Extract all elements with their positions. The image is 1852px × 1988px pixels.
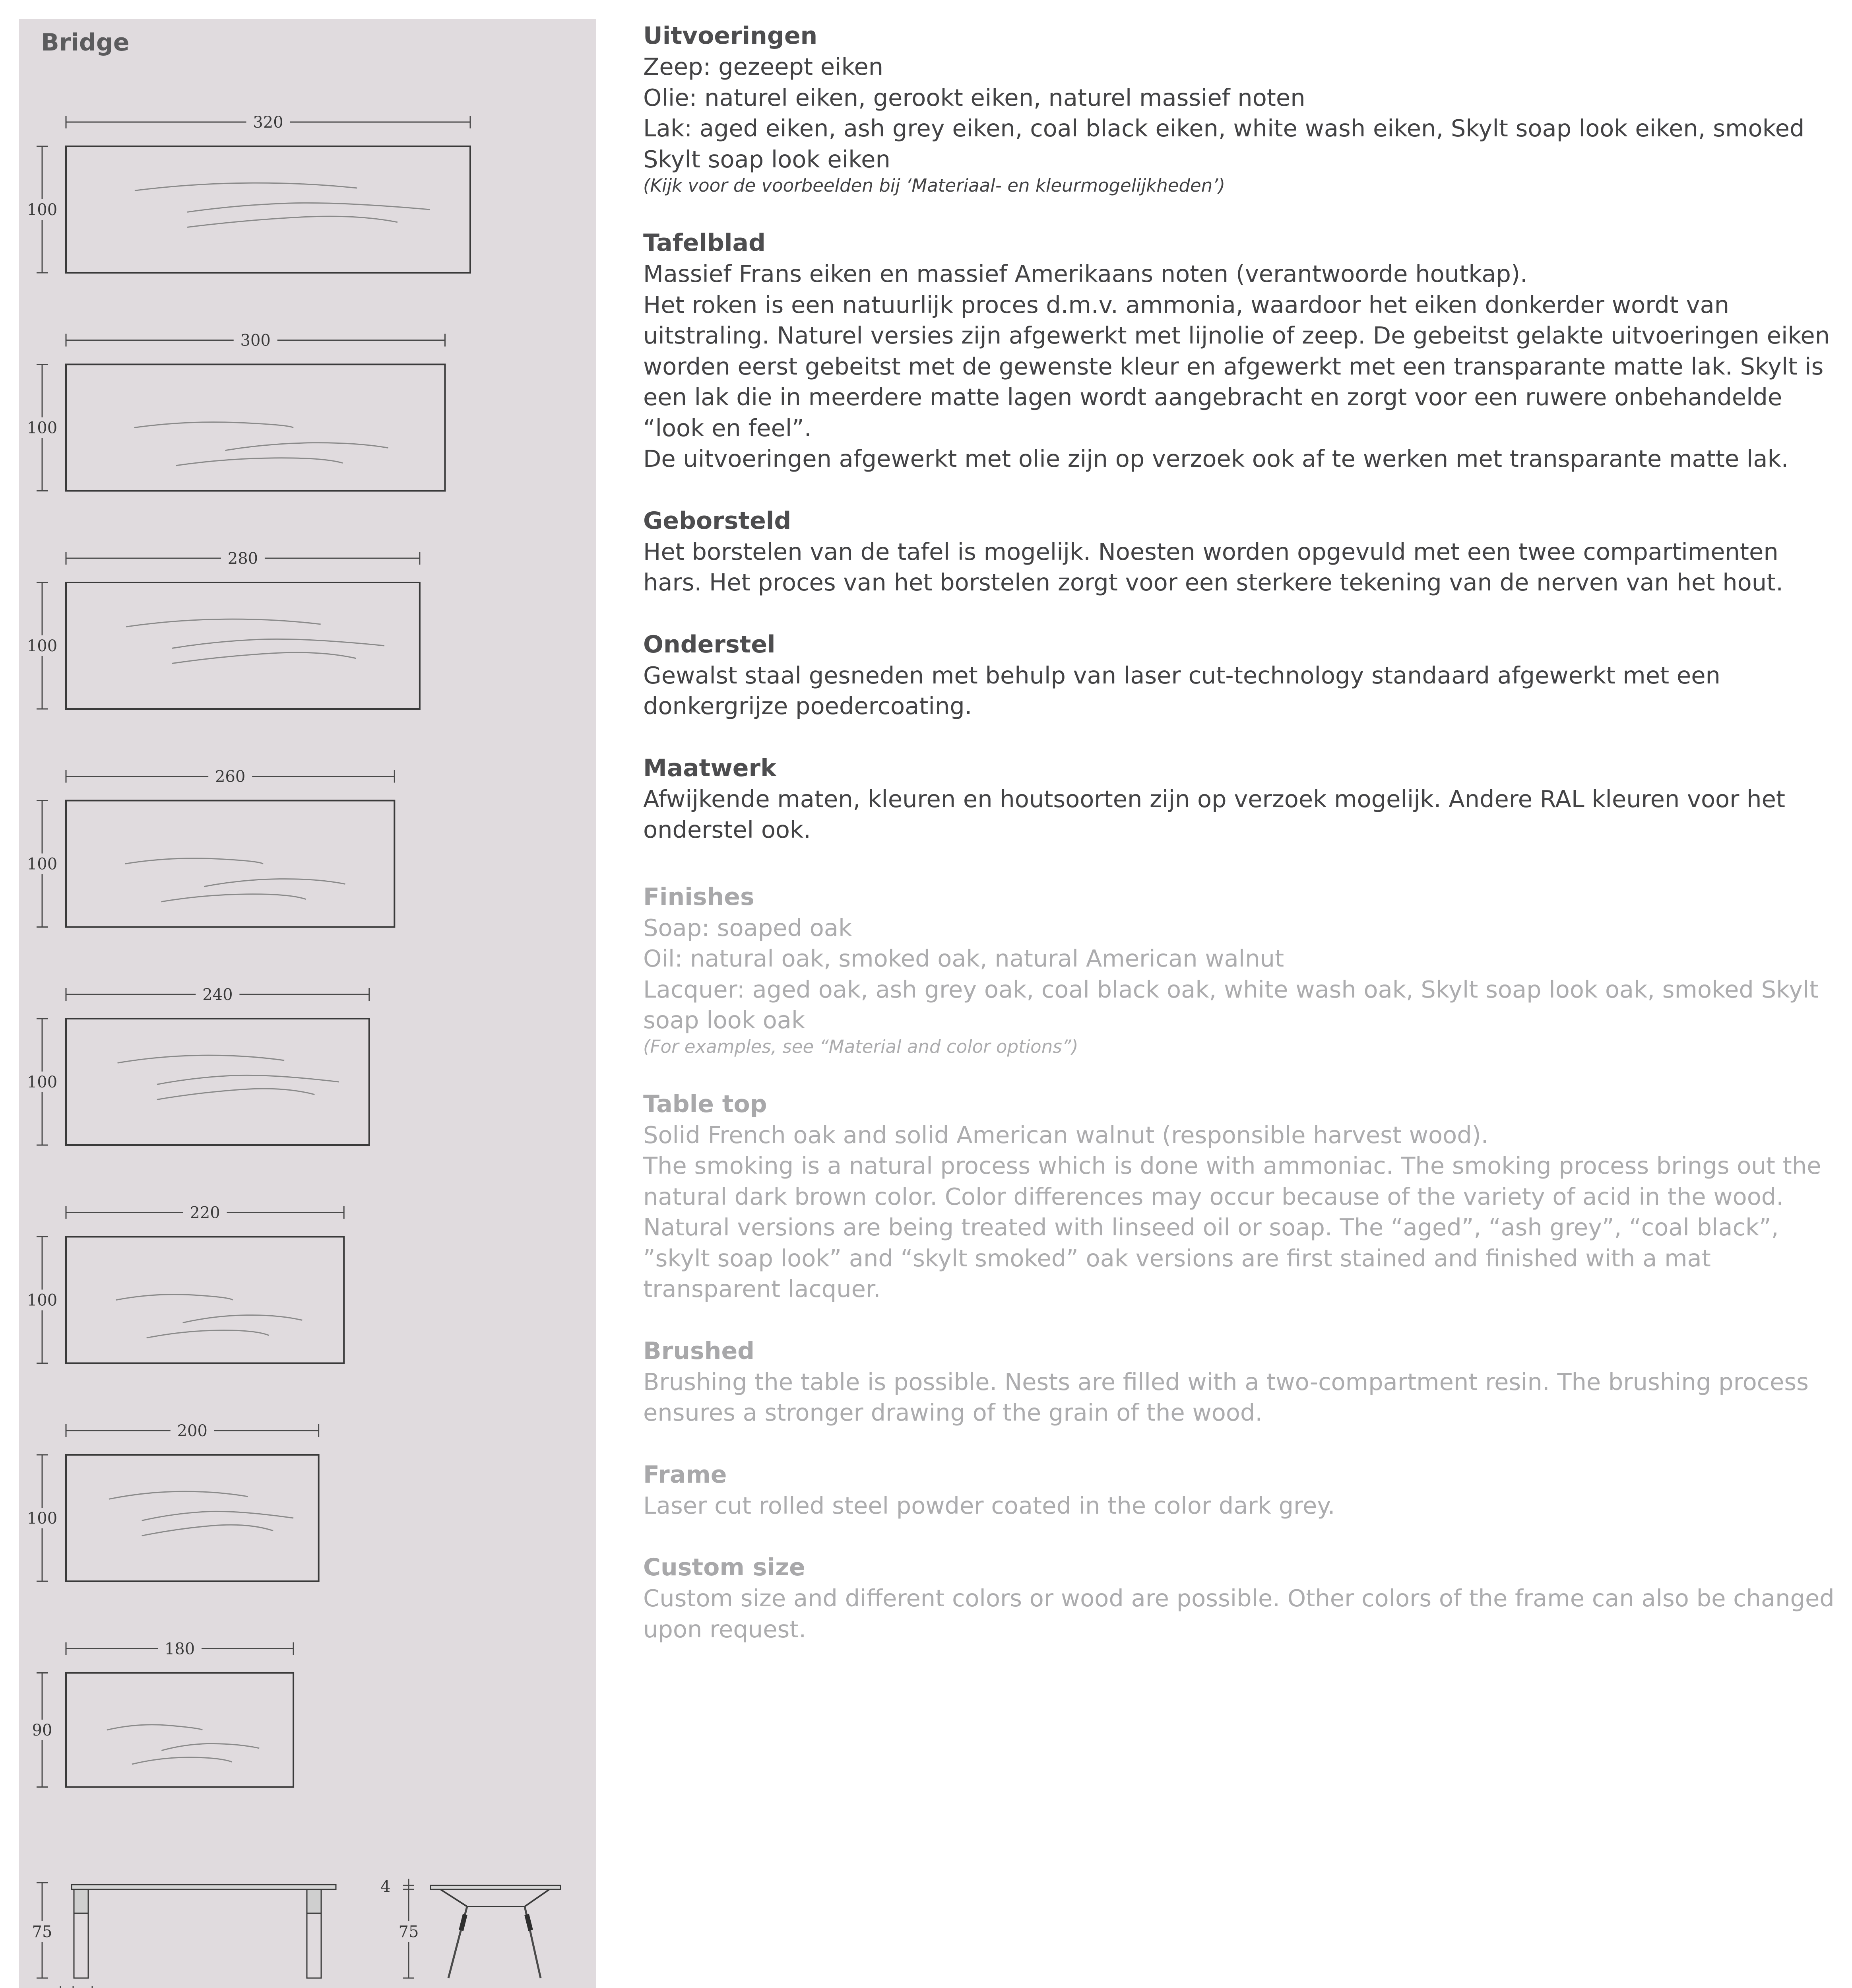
- product-name: Bridge: [41, 29, 130, 56]
- wood-grain-line: [142, 1511, 293, 1520]
- length-label: 300: [240, 331, 271, 350]
- section-frame: [643, 1460, 1836, 1521]
- end-height-label: 75: [398, 1923, 419, 1941]
- section-heading: Table top: [643, 1090, 767, 1118]
- section-table-top: [643, 1089, 1836, 1305]
- paragraph: The smoking is a natural process which is done with ammoniac. The smoking process brings out the natural dark brown color. Color differences may occur because of the variety of acid in the wood. Natural versions are being treated with linseed oil or soap. The “aged”, “ash grey”, “coal black”, ”skylt soap look” and “skylt smoked” oak versions are first stained and finished with a mat transparent lacquer.: [643, 1152, 1821, 1303]
- dutch-specs: [643, 21, 1836, 845]
- wood-grain-line: [176, 458, 343, 466]
- wood-grain-line: [157, 1075, 339, 1084]
- paragraph: Het roken is een natuurlijk proces d.m.v. ammonia, waardoor het eiken donkerder wordt van uitstraling. Naturel versies zijn afgewerkt met lijnolie of zeep. De gebeitst gelakte uitvoeringen eiken worden eerst gebeitst met de gewenste kleur en afgewerkt met een transparante matte lak. Skylt is een lak die in meerdere matte lagen wordt aangebracht en zorgt voor een ruwere onbehandelde “look en feel”.: [643, 291, 1830, 442]
- section-heading: Uitvoeringen: [643, 22, 818, 50]
- end-view-leg-detail: [461, 1914, 465, 1930]
- wood-grain-line: [109, 1491, 248, 1499]
- wood-grain-line: [125, 858, 263, 864]
- wood-grain-line: [204, 879, 345, 887]
- table-top-outline: [66, 365, 445, 491]
- wood-grain-line: [132, 1757, 232, 1764]
- dimension-drawings: [0, 0, 600, 1988]
- wood-grain-line: [147, 1330, 269, 1338]
- finish-note: (For examples, see “Material and color options”): [643, 1036, 1078, 1057]
- section-heading: Frame: [643, 1460, 727, 1489]
- length-label: 220: [190, 1204, 220, 1222]
- english-specs: [643, 882, 1836, 1645]
- section-heading: Finishes: [643, 883, 754, 911]
- table-top-outline: [66, 1455, 319, 1581]
- width-label: 100: [27, 637, 58, 655]
- width-label: 90: [32, 1721, 52, 1740]
- wood-grain-line: [135, 183, 357, 190]
- paragraph: De uitvoeringen afgewerkt met olie zijn op verzoek ook af te werken met transparante matte lak.: [643, 445, 1789, 472]
- table-top-outline: [66, 1019, 369, 1145]
- section-uitvoeringen: [643, 21, 1836, 196]
- section-heading: Maatwerk: [643, 754, 776, 782]
- finish-lacquer: Lak: aged eiken, ash grey eiken, coal black eiken, white wash eiken, Skylt soap look eiken, smoked Skylt soap look eiken: [643, 115, 1805, 173]
- width-label: 100: [27, 201, 58, 219]
- paragraph: Massief Frans eiken en massief Amerikaans noten (verantwoorde houtkap).: [643, 260, 1528, 287]
- section-heading: Geborsteld: [643, 507, 791, 535]
- wood-grain-line: [107, 1725, 202, 1730]
- table-top-outline: [66, 1237, 344, 1363]
- paragraph: Solid French oak and solid American walnut (responsible harvest wood).: [643, 1121, 1489, 1149]
- wood-grain-line: [187, 203, 430, 212]
- length-label: 240: [202, 986, 233, 1004]
- section-heading: Brushed: [643, 1337, 755, 1365]
- wood-grain-line: [116, 1295, 233, 1300]
- section-heading: Tafelblad: [643, 229, 766, 257]
- table-top-outline: [66, 146, 470, 273]
- paragraph: Gewalst staal gesneden met behulp van laser cut-technology standaard afgewerkt met een donkergrijze poedercoating.: [643, 661, 1720, 720]
- wood-grain-line: [161, 894, 306, 902]
- wood-grain-line: [157, 1089, 315, 1099]
- width-label: 100: [27, 1509, 58, 1528]
- section-heading: Onderstel: [643, 630, 776, 658]
- section-finishes: [643, 882, 1836, 1058]
- table-top-outline: [66, 582, 420, 709]
- table-top-outline: [66, 1673, 293, 1787]
- table-top-outline: [66, 801, 394, 927]
- length-label: 200: [177, 1422, 208, 1440]
- wood-grain-line: [183, 1315, 303, 1323]
- end-top-thickness-label: 4: [380, 1877, 391, 1896]
- section-heading: Custom size: [643, 1553, 805, 1581]
- end-view-tabletop: [431, 1885, 560, 1889]
- end-view-frame: [440, 1889, 549, 1906]
- finish-oil: Olie: naturel eiken, gerookt eiken, naturel massief noten: [643, 83, 1305, 111]
- section-onderstel: [643, 629, 1836, 722]
- length-label: 320: [253, 113, 283, 132]
- wood-grain-line: [161, 1743, 259, 1750]
- section-custom-size: [643, 1552, 1836, 1644]
- wood-grain-line: [126, 619, 320, 627]
- end-view-leg-detail: [527, 1914, 531, 1930]
- wood-grain-line: [225, 443, 388, 450]
- side-view-tabletop: [72, 1885, 336, 1889]
- section-brushed: [643, 1336, 1836, 1428]
- wood-grain-line: [134, 422, 293, 428]
- wood-grain-line: [172, 652, 356, 663]
- side-height-label: 75: [32, 1923, 52, 1941]
- finish-lacquer: Lacquer: aged oak, ash grey oak, coal black oak, white wash oak, Skylt soap look oak, smoked Skylt soap look oak: [643, 975, 1819, 1034]
- length-label: 180: [164, 1640, 195, 1658]
- finish-soap: Soap: soaped oak: [643, 914, 852, 942]
- width-label: 100: [27, 1073, 58, 1091]
- width-label: 100: [27, 1291, 58, 1310]
- section-tafelblad: [643, 228, 1836, 474]
- side-view-leg-bracket: [74, 1889, 88, 1913]
- wood-grain-line: [187, 216, 398, 227]
- width-label: 100: [27, 855, 58, 874]
- wood-grain-line: [118, 1055, 285, 1063]
- finish-note: (Kijk voor de voorbeelden bij ‘Materiaal- en kleurmogelijkheden’): [643, 175, 1226, 196]
- finish-oil: Oil: natural oak, smoked oak, natural American walnut: [643, 945, 1284, 972]
- length-label: 280: [227, 549, 258, 568]
- spec-text: [643, 21, 1836, 1676]
- finish-soap: Zeep: gezeept eiken: [643, 53, 884, 80]
- side-view-leg-bracket: [307, 1889, 321, 1913]
- wood-grain-line: [142, 1525, 273, 1536]
- paragraph: Laser cut rolled steel powder coated in the color dark grey.: [643, 1491, 1335, 1519]
- length-label: 260: [215, 767, 246, 786]
- section-maatwerk: [643, 753, 1836, 845]
- paragraph: Het borstelen van de tafel is mogelijk. Noesten worden opgevuld met een twee compartimenten hars. Het proces van het borstelen zorgt voor een sterkere tekening van de nerven van het hout.: [643, 538, 1784, 596]
- section-geborsteld: [643, 506, 1836, 598]
- paragraph: Custom size and different colors or wood are possible. Other colors of the frame can also be changed upon request.: [643, 1584, 1835, 1643]
- paragraph: Brushing the table is possible. Nests are filled with a two-compartment resin. The brushing process ensures a stronger drawing of the grain of the wood.: [643, 1368, 1809, 1426]
- width-label: 100: [27, 419, 58, 437]
- paragraph: Afwijkende maten, kleuren en houtsoorten zijn op verzoek mogelijk. Andere RAL kleuren voor het onderstel ook.: [643, 785, 1785, 843]
- wood-grain-line: [172, 639, 384, 648]
